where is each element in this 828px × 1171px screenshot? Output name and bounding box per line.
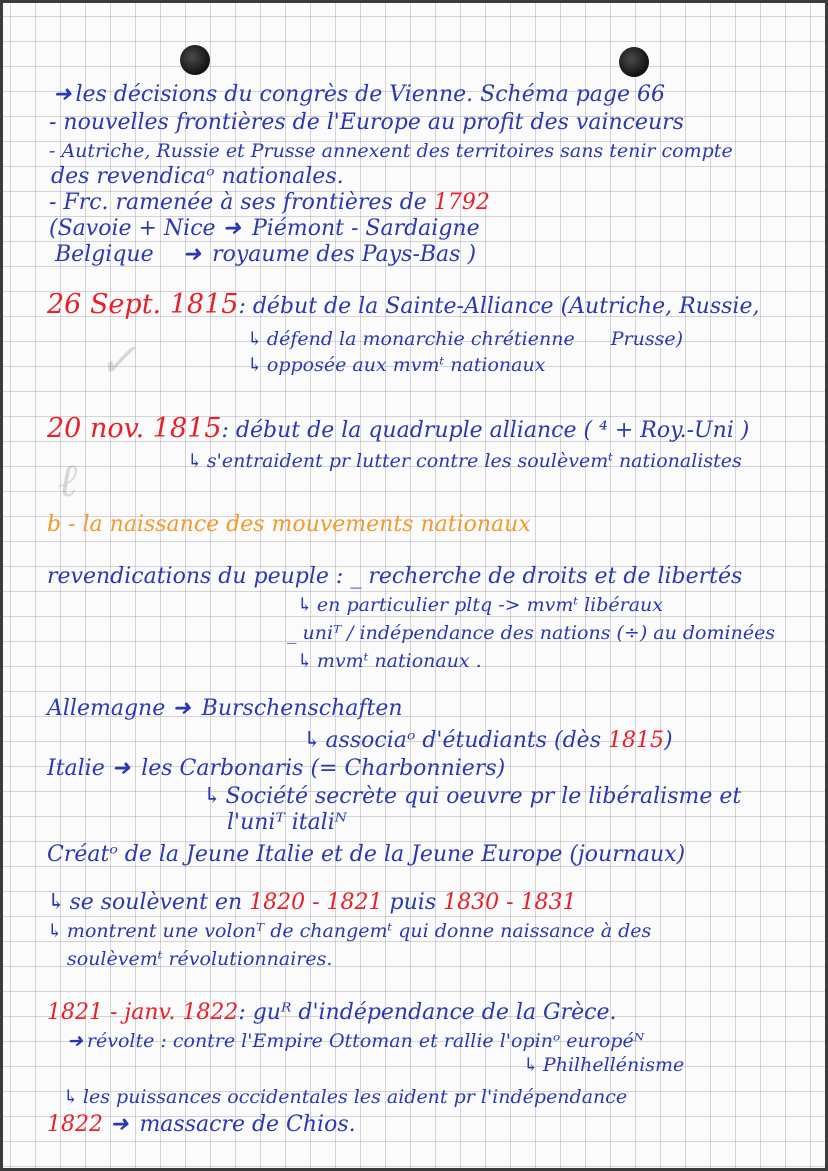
year-highlight: 1830 - 1831 bbox=[443, 890, 577, 915]
note-line: Allemagne ➜ Burschenschaften bbox=[47, 696, 403, 721]
sub-arrow-icon: ↳ bbox=[187, 450, 203, 472]
sub-arrow-icon: ↳ bbox=[303, 728, 322, 753]
arrow-icon: ➜ bbox=[172, 696, 191, 721]
note-line: (Savoie + Nice ➜ Piémont - Sardaigne bbox=[49, 216, 480, 241]
date-heading: 20 nov. 1815 bbox=[47, 413, 222, 444]
note-line: des revendicaᵒ nationales. bbox=[51, 164, 344, 189]
note-line: 1821 - janv. 1822: guᴿ d'indépendance de la Grèce. bbox=[47, 1000, 617, 1025]
note-line: ↳ en particulier pltq -> mvmᵗ libéraux bbox=[297, 594, 663, 616]
sub-arrow-icon: ↳ bbox=[297, 650, 313, 672]
sub-arrow-icon: ↳ bbox=[523, 1054, 539, 1076]
note-line: ➜ les décisions du congrès de Vienne. Schéma page 66 bbox=[53, 82, 665, 107]
section-heading: b - la naissance des mouvements nationaux bbox=[47, 512, 531, 537]
note-line: ↳ les puissances occidentales les aident pr l'indépendance bbox=[63, 1086, 628, 1108]
punch-hole-right bbox=[619, 47, 649, 77]
note-line: ↳ mvmᵗ nationaux . bbox=[297, 650, 482, 672]
note-line: l'uniᵀ italiᴺ bbox=[227, 810, 347, 835]
note-line: - Frc. ramenée à ses frontières de 1792 bbox=[49, 190, 490, 215]
note-line: revendications du peuple : _ recherche de droits et de libertés bbox=[47, 564, 743, 589]
note-line: - nouvelles frontières de l'Europe au profit des vainceurs bbox=[49, 110, 684, 135]
date-heading: 1821 - janv. 1822 bbox=[47, 1000, 239, 1025]
note-line: ↳ s'entraident pr lutter contre les soulèvemᵗ nationalistes bbox=[187, 450, 742, 472]
punch-hole-left bbox=[180, 45, 210, 75]
note-line: ↳ Société secrète qui oeuvre pr le libéralisme et bbox=[203, 784, 742, 809]
sub-arrow-icon: ↳ bbox=[297, 594, 313, 616]
note-line: 20 nov. 1815: début de la quadruple alliance ( ⁴ + Roy.-Uni ) bbox=[47, 413, 750, 444]
sub-arrow-icon: ↳ bbox=[47, 890, 66, 915]
note-line: _ uniᵀ / indépendance des nations (÷) au dominées bbox=[287, 622, 776, 644]
note-line: Créatᵒ de la Jeune Italie et de la Jeune Europe (journaux) bbox=[47, 842, 686, 867]
note-line: ↳ opposée aux mvmᵗ nationaux bbox=[247, 354, 546, 376]
note-line: ➜ révolte : contre l'Empire Ottoman et rallie l'opinᵒ européᴺ bbox=[67, 1030, 645, 1052]
arrow-icon: ➜ bbox=[111, 756, 131, 781]
faint-pencil-mark: ✓ bbox=[98, 333, 137, 387]
arrow-icon: ➜ bbox=[53, 82, 72, 107]
arrow-icon: ➜ bbox=[182, 242, 202, 267]
note-line: Belgique ➜ royaume des Pays-Bas ) bbox=[55, 242, 477, 267]
year-highlight: 1792 bbox=[433, 190, 490, 215]
year-highlight: 1815 bbox=[608, 728, 664, 753]
arrow-icon: ➜ bbox=[222, 216, 241, 241]
date-heading: 26 Sept. 1815 bbox=[47, 289, 239, 320]
note-line: 1822 ➜ massacre de Chios. bbox=[47, 1112, 356, 1137]
note-line: ↳ Philhellénisme bbox=[523, 1054, 685, 1076]
sub-arrow-icon: ↳ bbox=[203, 784, 222, 809]
note-line: ↳ associaᵒ d'étudiants (dès 1815) bbox=[303, 728, 673, 753]
arrow-icon: ➜ bbox=[67, 1030, 83, 1052]
arrow-icon: ➜ bbox=[110, 1112, 129, 1137]
note-line: - Autriche, Russie et Prusse annexent des territoires sans tenir compte bbox=[49, 140, 733, 162]
sub-arrow-icon: ↳ bbox=[247, 328, 263, 350]
note-line: ↳ montrent une volonᵀ de changemᵗ qui donne naissance à des bbox=[47, 920, 652, 942]
year-highlight: 1822 bbox=[47, 1112, 103, 1137]
sub-arrow-icon: ↳ bbox=[63, 1086, 79, 1108]
year-highlight: 1820 - 1821 bbox=[249, 890, 383, 915]
sub-arrow-icon: ↳ bbox=[247, 354, 263, 376]
note-line: 26 Sept. 1815: début de la Sainte-Alliance (Autriche, Russie, bbox=[47, 289, 760, 320]
note-line: Italie ➜ les Carbonaris (= Charbonniers) bbox=[47, 756, 506, 781]
note-line: ↳ défend la monarchie chrétienne Prusse) bbox=[247, 328, 684, 350]
sub-arrow-icon: ↳ bbox=[47, 920, 63, 942]
note-line: ↳ se soulèvent en 1820 - 1821 puis 1830 - 1831 bbox=[47, 890, 577, 915]
faint-pencil-mark: ℓ bbox=[58, 453, 78, 507]
note-line: soulèvemᵗ révolutionnaires. bbox=[67, 948, 333, 970]
